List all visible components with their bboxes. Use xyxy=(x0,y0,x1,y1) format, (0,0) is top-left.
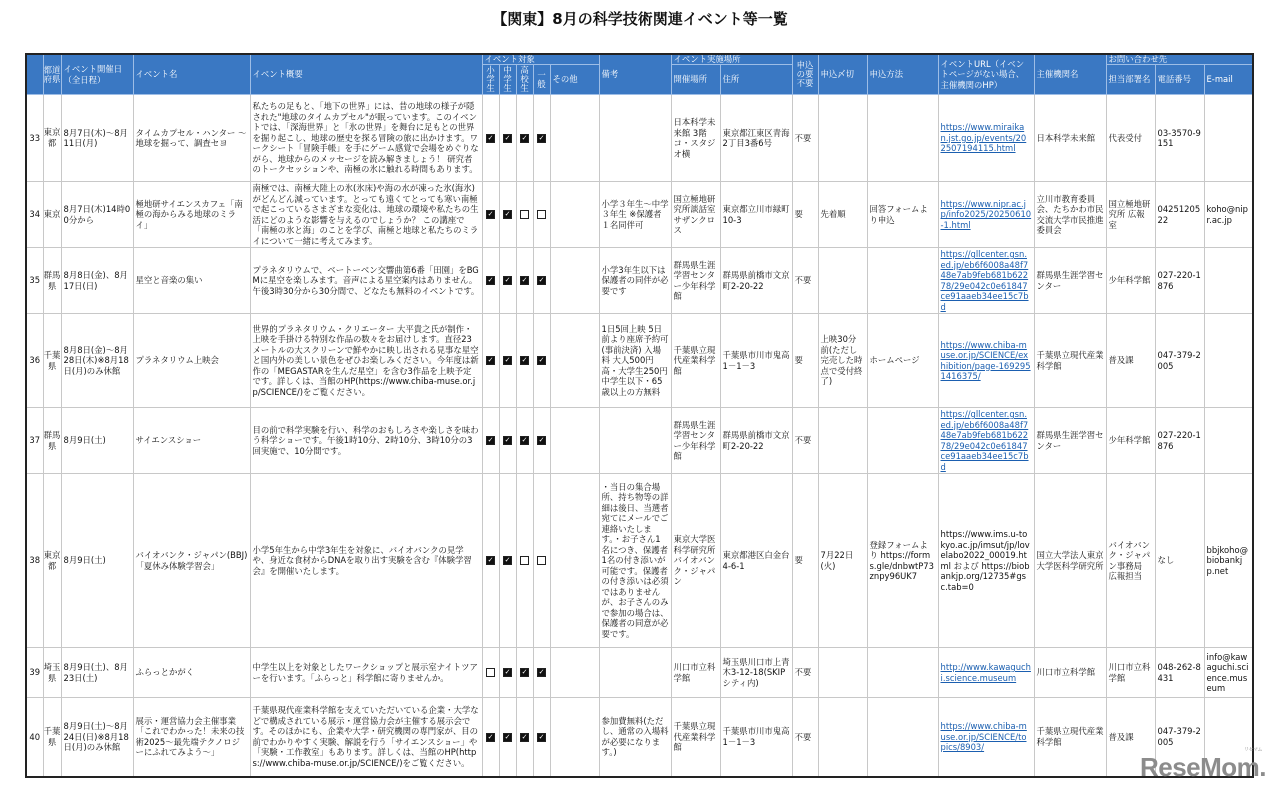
event-url-link[interactable]: https://www.miraikan.jst.go.jp/events/202507194115.html xyxy=(940,122,1027,154)
header-summary: イベント概要 xyxy=(250,54,482,95)
target-checkbox-cell xyxy=(533,248,550,314)
target-checkbox-cell xyxy=(516,248,533,314)
email-cell: info@kawaguchi.science.museum xyxy=(1204,648,1253,698)
event-name-cell: ふらっとかがく xyxy=(133,648,250,698)
event-name-cell: タイムカプセル・ハンター ～地球を掘って、調査セヨ xyxy=(133,95,250,182)
header-name: イベント名 xyxy=(133,54,250,95)
header-dept: 担当部署名 xyxy=(1106,65,1155,95)
table-row xyxy=(26,408,1253,474)
row-number: 35 xyxy=(26,248,43,314)
address-cell: 東京都港区白金台4-6-1 xyxy=(720,474,792,648)
prefecture-cell: 東京 xyxy=(43,182,61,248)
checked-checkbox-icon: ✓ xyxy=(487,210,494,219)
target-checkbox-cell xyxy=(499,95,516,182)
resemom-logo: リセマム ReseMom. xyxy=(1139,747,1266,782)
date-cell: 8月8日(金)、8月17日(日) xyxy=(61,248,133,314)
organizer-cell: 千葉県立現代産業科学館 xyxy=(1034,314,1106,408)
table-row xyxy=(26,248,1253,314)
date-cell: 8月8日(金)～8月28日(木)※8月18日(月)のみ休館 xyxy=(61,314,133,408)
venue-cell: 千葉県立現代産業科学館 xyxy=(671,314,720,408)
target-checkbox-cell xyxy=(533,95,550,182)
checked-checkbox-icon: ✓ xyxy=(487,276,494,285)
target-other-cell xyxy=(550,95,599,182)
note-cell: 参加費無料(ただし、通常の入場料が必要になります。) xyxy=(599,698,671,777)
header-contact-group: お問い合わせ先 xyxy=(1106,54,1253,65)
header-need: 申込の要不要 xyxy=(792,54,818,95)
checked-checkbox-icon: ✓ xyxy=(538,668,545,677)
row-number: 33 xyxy=(26,95,43,182)
table-row xyxy=(26,182,1253,248)
target-checkbox-cell xyxy=(533,182,550,248)
event-name-cell: 展示・運営協力会主催事業「これでわかった！未来の技術2025～最先端テクノロジーにふれてみよう～」 xyxy=(133,698,250,777)
date-cell: 8月7日(木)～8月11日(月) xyxy=(61,95,133,182)
venue-cell: 川口市立科学館 xyxy=(671,648,720,698)
method-cell: 登録フォームより https://forms.gle/dnbwtP73znpy96UK7 xyxy=(867,474,938,648)
checked-checkbox-icon: ✓ xyxy=(504,732,511,741)
target-checkbox-cell xyxy=(516,648,533,698)
table-row xyxy=(26,698,1253,777)
checked-checkbox-icon: ✓ xyxy=(538,133,545,142)
target-checkbox-cell xyxy=(533,698,550,777)
row-number: 37 xyxy=(26,408,43,474)
target-other-cell xyxy=(550,698,599,777)
target-checkbox-cell xyxy=(482,314,499,408)
event-name-cell: 星空と音楽の集い xyxy=(133,248,250,314)
prefecture-cell: 千葉県 xyxy=(43,314,61,408)
event-name-cell: サイエンスショー xyxy=(133,408,250,474)
application-need-cell: 不要 xyxy=(792,248,818,314)
checked-checkbox-icon: ✓ xyxy=(487,732,494,741)
checked-checkbox-icon: ✓ xyxy=(504,556,511,565)
summary-cell: 南極では、南極大陸上の氷(氷床)や海の水が凍った氷(海氷)がどんどん減っています。とっても遠くてとっても寒い南極で起こっているさまざまな変化は、地球の環境や私たちの生活にどのような影響を与えるのでしょうか？ この講座で「南極の氷と海」のことを学び、南極と地球と私たちのミライについて一緒に考えてみます。 xyxy=(250,182,482,248)
method-cell xyxy=(867,95,938,182)
url-cell xyxy=(938,248,1034,314)
target-checkbox-cell xyxy=(482,95,499,182)
target-other-cell xyxy=(550,248,599,314)
organizer-cell: 国立大学法人東京大学医科学研究所 xyxy=(1034,474,1106,648)
email-cell xyxy=(1204,95,1253,182)
prefecture-cell: 東京都 xyxy=(43,95,61,182)
event-url-link[interactable]: https://www.chiba-muse.or.jp/SCIENCE/exhibition/page-1692951416375/ xyxy=(940,339,1031,381)
checked-checkbox-icon: ✓ xyxy=(504,210,511,219)
target-checkbox-cell xyxy=(533,648,550,698)
email-cell xyxy=(1204,314,1253,408)
prefecture-cell: 千葉県 xyxy=(43,698,61,777)
date-cell: 8月9日(土) xyxy=(61,408,133,474)
application-need-cell: 不要 xyxy=(792,698,818,777)
unchecked-checkbox-icon xyxy=(486,668,495,677)
target-checkbox-cell xyxy=(516,314,533,408)
address-cell: 埼玉県川口市上青木3-12-18(SKIPシティ内) xyxy=(720,648,792,698)
checked-checkbox-icon: ✓ xyxy=(521,668,528,677)
email-cell: koho@nipr.ac.jp xyxy=(1204,182,1253,248)
phone-cell: 0425120522 xyxy=(1155,182,1204,248)
target-other-cell xyxy=(550,648,599,698)
phone-cell: 027-220-1876 xyxy=(1155,248,1204,314)
target-checkbox-cell xyxy=(516,474,533,648)
department-cell: 川口市立科学館 xyxy=(1106,648,1155,698)
target-checkbox-cell xyxy=(533,474,550,648)
deadline-cell: 上映30分前(ただし完売した時点で受付終了) xyxy=(818,314,867,408)
deadline-cell: 7月22日(火) xyxy=(818,474,867,648)
target-other-cell xyxy=(550,182,599,248)
organizer-cell: 立川市教育委員会、たちかわ市民交流大学市民推進委員会 xyxy=(1034,182,1106,248)
organizer-cell: 川口市立科学館 xyxy=(1034,648,1106,698)
target-checkbox-cell xyxy=(516,95,533,182)
summary-cell: 私たちの足もと、「地下の世界」には、昔の地球の様子が隠された"地球のタイムカプセル"が眠っています。このイベントでは、「深海世界」と「氷の世界」を舞台に足もとの世界を掘り起こし、地球の歴史を探る冒険の旅に出かけます。ワークシート「冒険手帳」を手にゲーム感覚で会場をめぐりながら、地球からのメッセージを読み解きましょう！ 研究者のトークセッションや、南極の氷に触れる時間もあります。 xyxy=(250,95,482,182)
target-checkbox-cell xyxy=(499,248,516,314)
checked-checkbox-icon: ✓ xyxy=(487,436,494,445)
url-cell xyxy=(938,408,1034,474)
venue-cell: 千葉県立現代産業科学館 xyxy=(671,698,720,777)
venue-cell: 群馬県生涯学習センター少年科学館 xyxy=(671,408,720,474)
checked-checkbox-icon: ✓ xyxy=(504,668,511,677)
url-cell: https://www.ims.u-tokyo.ac.jp/imsut/jp/lovelabo2022_00019.html および https://biobankjp.org/12735#gsc.tab=0 xyxy=(938,474,1034,648)
checked-checkbox-icon: ✓ xyxy=(487,556,494,565)
checked-checkbox-icon: ✓ xyxy=(504,436,511,445)
event-url-link[interactable]: https://gllcenter.gsn.ed.jp/eb6f6008a48f748e7ab9feb681b62278/29e042c0e61847ce91aaeb34ee15c7bd xyxy=(940,409,1029,472)
url-cell xyxy=(938,648,1034,698)
header-pref: 都道府県 xyxy=(43,54,61,95)
checked-checkbox-icon: ✓ xyxy=(538,356,545,365)
deadline-cell xyxy=(818,408,867,474)
phone-cell: 047-379-2005 xyxy=(1155,698,1204,777)
target-checkbox-cell xyxy=(516,408,533,474)
checked-checkbox-icon: ✓ xyxy=(521,133,528,142)
header-target-high-school: 高校生 xyxy=(516,65,533,95)
target-other-cell xyxy=(550,474,599,648)
target-checkbox-cell xyxy=(533,408,550,474)
unchecked-checkbox-icon xyxy=(537,210,546,219)
table-row xyxy=(26,648,1253,698)
events-table xyxy=(25,53,1254,778)
application-need-cell: 不要 xyxy=(792,95,818,182)
header-target-elementary: 小学生 xyxy=(482,65,499,95)
target-checkbox-cell xyxy=(499,182,516,248)
summary-cell: 小学5年生から中学3年生を対象に、バイオバンクの見学や、身近な食材からDNAを取り出す実験を含む『体験学習会』を開催いたします。 xyxy=(250,474,482,648)
summary-cell: プラネタリウムで、ベートーベン交響曲第6番「田園」をBGMに星空を楽しみます。音声による星空案内はありません。午後3時30分から30分間で、どなたも無料のイベントです。 xyxy=(250,248,482,314)
note-cell xyxy=(599,408,671,474)
deadline-cell xyxy=(818,248,867,314)
organizer-cell: 日本科学未来館 xyxy=(1034,95,1106,182)
application-need-cell: 要 xyxy=(792,182,818,248)
header-org: 主催機関名 xyxy=(1034,54,1106,95)
checked-checkbox-icon: ✓ xyxy=(538,732,545,741)
target-checkbox-cell xyxy=(516,698,533,777)
summary-cell: 目の前で科学実験を行い、科学のおもしろさや楽しさを味わう科学ショーです。午後1時10分、2時10分、3時10分の3回実施で、10分間です。 xyxy=(250,408,482,474)
target-other-cell xyxy=(550,314,599,408)
table-row xyxy=(26,314,1253,408)
table-row xyxy=(26,95,1253,182)
row-number: 38 xyxy=(26,474,43,648)
organizer-cell: 群馬県生涯学習センター xyxy=(1034,248,1106,314)
email-cell xyxy=(1204,248,1253,314)
address-cell: 千葉県市川市鬼高1－1－3 xyxy=(720,698,792,777)
checked-checkbox-icon: ✓ xyxy=(487,356,494,365)
url-cell xyxy=(938,95,1034,182)
url-cell xyxy=(938,182,1034,248)
header-place-group: イベント実施場所 xyxy=(671,54,792,65)
event-url-link[interactable]: https://www.nipr.ac.jp/info2025/20250610-1.html xyxy=(940,198,1032,230)
checked-checkbox-icon: ✓ xyxy=(521,436,528,445)
event-name-cell: 極地研サイエンスカフェ「南極の海からみる地球のミライ」 xyxy=(133,182,250,248)
header-venue: 開催場所 xyxy=(671,65,720,95)
venue-cell: 日本科学未来館 3階 コ・スタジオ横 xyxy=(671,95,720,182)
venue-cell: 国立極地研究所談話室 サザンクロス xyxy=(671,182,720,248)
method-cell: ホームページ xyxy=(867,314,938,408)
checked-checkbox-icon: ✓ xyxy=(487,133,494,142)
checked-checkbox-icon: ✓ xyxy=(521,356,528,365)
checked-checkbox-icon: ✓ xyxy=(504,276,511,285)
target-checkbox-cell xyxy=(482,408,499,474)
phone-cell: なし xyxy=(1155,474,1204,648)
header-tel: 電話番号 xyxy=(1155,65,1204,95)
phone-cell: 048-262-8431 xyxy=(1155,648,1204,698)
date-cell: 8月9日(土)～8月24日(日)※8月18日(月)のみ休館 xyxy=(61,698,133,777)
unchecked-checkbox-icon xyxy=(520,210,529,219)
target-checkbox-cell xyxy=(499,408,516,474)
target-checkbox-cell xyxy=(499,698,516,777)
row-number: 36 xyxy=(26,314,43,408)
summary-cell: 世界的プラネタリウム・クリエーター 大平貴之氏が制作・上映を手掛ける特別な作品の数々をお届けします。直径23メートルの大スクリーンで鮮やかに映し出される見事な星空と国内外の美しい景色をぜひお楽しみください。今年度は新作の「MEGASTARを生んだ星空」を含む3作品を上映予定です。詳しくは、当館のHP(https://www.chiba-muse.or.jp/SCIENCE/)をご覧ください。 xyxy=(250,314,482,408)
prefecture-cell: 東京都 xyxy=(43,474,61,648)
checked-checkbox-icon: ✓ xyxy=(538,436,545,445)
note-cell xyxy=(599,95,671,182)
checked-checkbox-icon: ✓ xyxy=(521,732,528,741)
target-checkbox-cell xyxy=(533,314,550,408)
prefecture-cell: 埼玉県 xyxy=(43,648,61,698)
note-cell: 小学３年生～中学３年生 ※保護者１名同伴可 xyxy=(599,182,671,248)
department-cell: 普及課 xyxy=(1106,698,1155,777)
email-cell: bbjkoho@biobankjp.net xyxy=(1204,474,1253,648)
method-cell: 回答フォームより申込 xyxy=(867,182,938,248)
event-url-link[interactable]: https://gllcenter.gsn.ed.jp/eb6f6008a48f748e7ab9feb681b62278/29e042c0e61847ce91aaeb34ee15c7bd xyxy=(940,249,1029,312)
note-cell: 1日5回上映 5日前より座席予約可(事前決済) 入場料 大人500円 高・大学生250円 中学生以下・65歳以上の方無料 xyxy=(599,314,671,408)
date-cell: 8月9日(土)、8月23日(土) xyxy=(61,648,133,698)
header-target-general: 一般 xyxy=(533,65,550,95)
department-cell: 普及課 xyxy=(1106,314,1155,408)
deadline-cell xyxy=(818,648,867,698)
target-checkbox-cell xyxy=(482,698,499,777)
phone-cell: 03-3570-9151 xyxy=(1155,95,1204,182)
method-cell xyxy=(867,648,938,698)
method-cell xyxy=(867,248,938,314)
organizer-cell: 千葉県立現代産業科学館 xyxy=(1034,698,1106,777)
header-target-junior-high: 中学生 xyxy=(499,65,516,95)
method-cell xyxy=(867,698,938,777)
header-address: 住所 xyxy=(720,65,792,95)
department-cell: 少年科学館 xyxy=(1106,248,1155,314)
target-checkbox-cell xyxy=(482,648,499,698)
unchecked-checkbox-icon xyxy=(520,556,529,565)
deadline-cell xyxy=(818,698,867,777)
row-number: 39 xyxy=(26,648,43,698)
application-need-cell: 不要 xyxy=(792,648,818,698)
header-date: イベント開催日（全日程） xyxy=(61,54,133,95)
address-cell: 東京都江東区青海2丁目3番6号 xyxy=(720,95,792,182)
target-other-cell xyxy=(550,408,599,474)
header-url: イベントURL（イベントページがない場合、主催機関のHP） xyxy=(938,54,1034,95)
application-need-cell: 要 xyxy=(792,314,818,408)
address-cell: 東京都立川市緑町10-3 xyxy=(720,182,792,248)
department-cell: 国立極地研究所 広報室 xyxy=(1106,182,1155,248)
header-deadline: 申込〆切 xyxy=(818,54,867,95)
header-number xyxy=(26,54,43,95)
event-url-link[interactable]: http://www.kawaguchi.science.museum xyxy=(940,662,1031,683)
venue-cell: 群馬県生涯学習センター少年科学館 xyxy=(671,248,720,314)
method-cell xyxy=(867,408,938,474)
phone-cell: 027-220-1876 xyxy=(1155,408,1204,474)
address-cell: 千葉県市川市鬼高1－1－3 xyxy=(720,314,792,408)
note-cell xyxy=(599,648,671,698)
unchecked-checkbox-icon xyxy=(537,556,546,565)
header-email: E-mail xyxy=(1204,65,1253,95)
date-cell: 8月7日(木)14時00分から xyxy=(61,182,133,248)
event-name-cell: バイオバンク・ジャパン(BBJ)「夏休み体験学習会」 xyxy=(133,474,250,648)
checked-checkbox-icon: ✓ xyxy=(521,276,528,285)
venue-cell: 東京大学医科学研究所バイオバンク・ジャパン xyxy=(671,474,720,648)
table-row xyxy=(26,474,1253,648)
target-checkbox-cell xyxy=(499,314,516,408)
summary-cell: 千葉県現代産業科学館を支えていただいている企業・大学などで構成されている展示・運営協力会が主催する展示会です。そのほかにも、企業や大学・研究機関の専門家が、目の前でわかりやすく実験、解説を行う「サイエンスショー」や「実験・工作教室」もあります。詳しくは、当館のHP(https://www.chiba-muse.or.jp/SCIENCE/)をご覧ください。 xyxy=(250,698,482,777)
phone-cell: 047-379-2005 xyxy=(1155,314,1204,408)
note-cell: 小学3年生以下は保護者の同伴が必要です xyxy=(599,248,671,314)
application-need-cell: 要 xyxy=(792,474,818,648)
summary-cell: 中学生以上を対象としたワークショップと展示室ナイトツアーを行います。「ふらっと」科学館に寄りませんか。 xyxy=(250,648,482,698)
date-cell: 8月9日(土) xyxy=(61,474,133,648)
event-url-link[interactable]: https://www.chiba-muse.or.jp/SCIENCE/topics/8903/ xyxy=(940,721,1027,752)
deadline-cell xyxy=(818,95,867,182)
checked-checkbox-icon: ✓ xyxy=(504,356,511,365)
url-cell xyxy=(938,698,1034,777)
checked-checkbox-icon: ✓ xyxy=(538,276,545,285)
prefecture-cell: 群馬県 xyxy=(43,248,61,314)
header-target-other: その他 xyxy=(550,65,599,95)
url-cell xyxy=(938,314,1034,408)
department-cell: 代表受付 xyxy=(1106,95,1155,182)
header-target-group: イベント対象 xyxy=(482,54,599,65)
department-cell: 少年科学館 xyxy=(1106,408,1155,474)
target-checkbox-cell xyxy=(499,474,516,648)
department-cell: バイオバンク・ジャパン事務局 広報担当 xyxy=(1106,474,1155,648)
row-number: 40 xyxy=(26,698,43,777)
organizer-cell: 群馬県生涯学習センター xyxy=(1034,408,1106,474)
event-name-cell: プラネタリウム上映会 xyxy=(133,314,250,408)
target-checkbox-cell xyxy=(482,474,499,648)
page-title: 【関東】8月の科学技術関連イベント等一覧 xyxy=(492,10,788,28)
header-note: 備考 xyxy=(599,54,671,95)
checked-checkbox-icon: ✓ xyxy=(504,133,511,142)
application-need-cell: 不要 xyxy=(792,408,818,474)
target-checkbox-cell xyxy=(482,248,499,314)
note-cell: ・当日の集合場所、持ち物等の詳細は後日、当選者宛てにメールでご連絡いたします。・お子さん1名につき、保護者1名の付き添いが可能です。保護者の付き添いは必須ではありませんが、お子さんのみで参加の場合は、保護者の同意が必要です。 xyxy=(599,474,671,648)
address-cell: 群馬県前橋市文京町2-20-22 xyxy=(720,248,792,314)
prefecture-cell: 群馬県 xyxy=(43,408,61,474)
deadline-cell: 先着順 xyxy=(818,182,867,248)
target-checkbox-cell xyxy=(482,182,499,248)
address-cell: 群馬県前橋市文京町2-20-22 xyxy=(720,408,792,474)
target-checkbox-cell xyxy=(516,182,533,248)
header-method: 申込方法 xyxy=(867,54,938,95)
target-checkbox-cell xyxy=(499,648,516,698)
email-cell xyxy=(1204,408,1253,474)
row-number: 34 xyxy=(26,182,43,248)
